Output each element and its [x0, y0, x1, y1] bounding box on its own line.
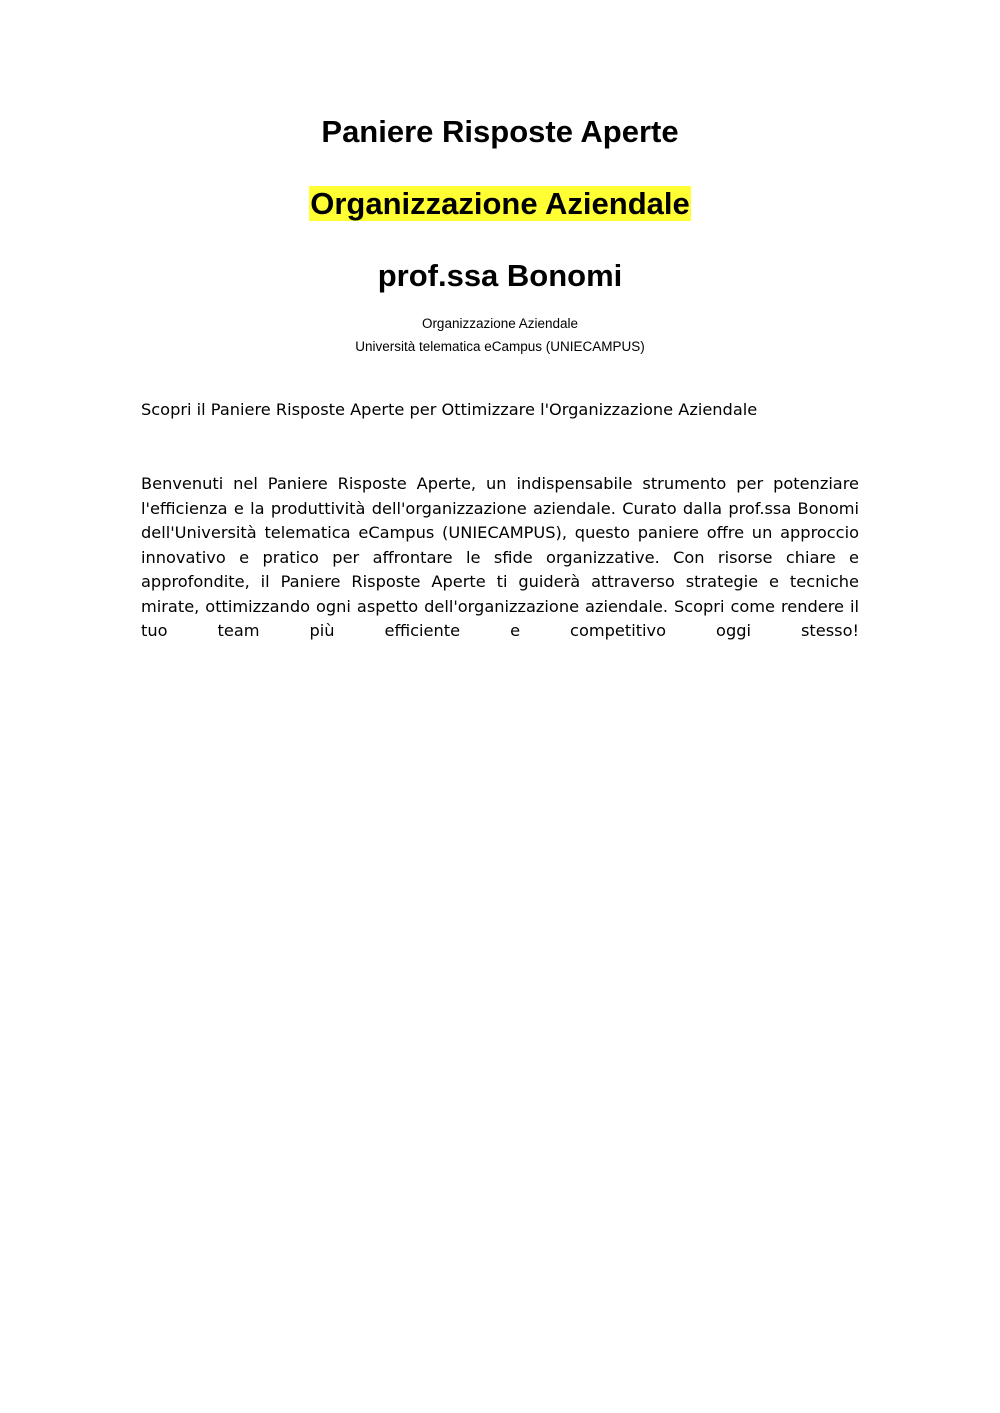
body-paragraph: Benvenuti nel Paniere Risposte Aperte, un indispensabile strumento per potenziare l'efficienza e la produttività dell'organizzazione aziendale. Curato dalla prof.ssa Bonomi dell'Università telematica eCampus (UNIECAMPUS), questo paniere offre un approccio innovativo e pratico per affrontare le sfide organizzative. Con risorse chiare e approfondite, il Paniere Risposte Aperte ti guiderà attraverso strategie e tecniche mirate, ottimizzando ogni aspetto dell'organizzazione aziendale. Scopri come rendere il tuo team più efficiente e competitivo oggi stesso!	[141, 474, 859, 640]
subject-heading	[0, 184, 1000, 224]
professor-name: prof.ssa Bonomi	[377, 258, 623, 293]
intro-line: Scopri il Paniere Risposte Aperte per Ottimizzare l'Organizzazione Aziendale	[141, 400, 758, 419]
document-title: Paniere Risposte Aperte	[321, 114, 679, 149]
university-name: Università telematica eCampus (UNIECAMPUS)	[355, 339, 645, 354]
course-name: Organizzazione Aziendale	[421, 316, 579, 331]
subject-highlight: Organizzazione Aziendale	[310, 186, 690, 221]
